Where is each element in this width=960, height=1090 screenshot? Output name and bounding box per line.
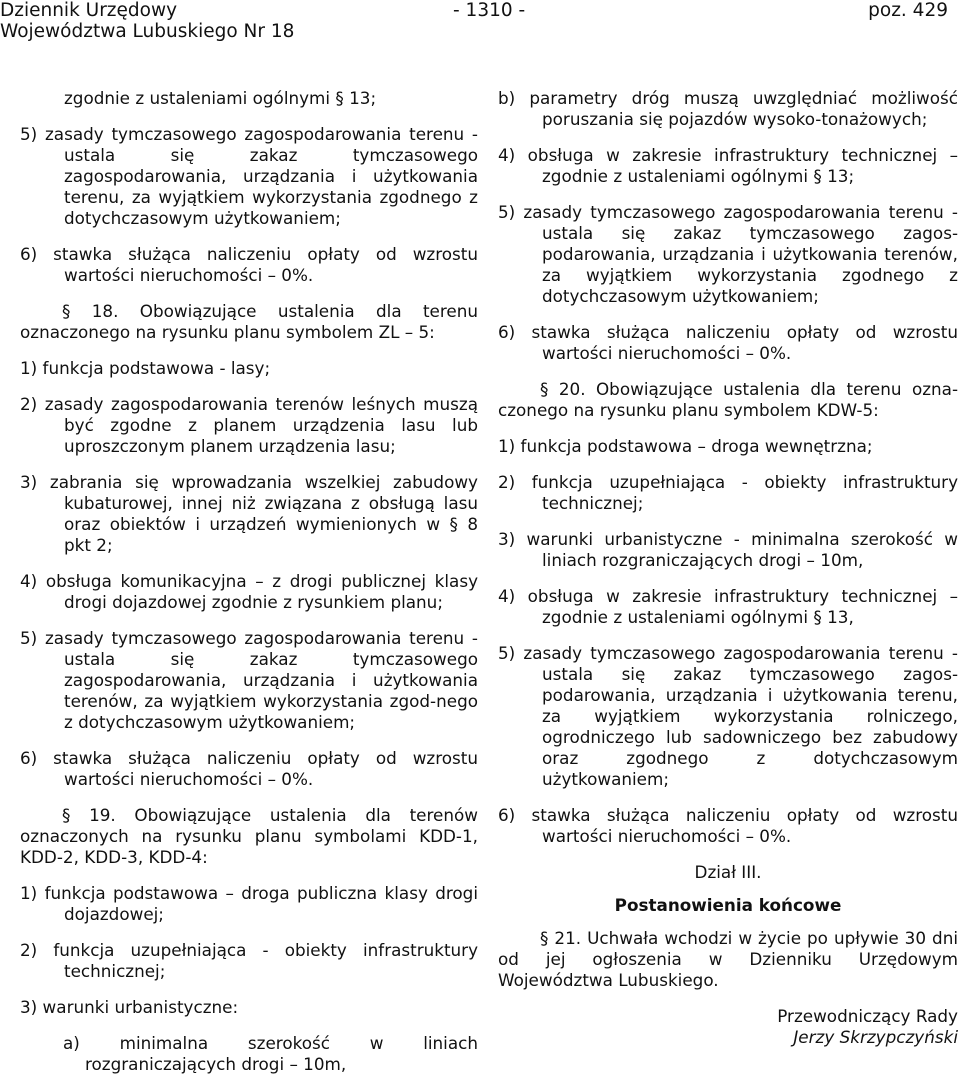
list-item: 1) funkcja podstawowa - lasy; <box>20 358 271 378</box>
section-paragraph: § 21. Uchwała wchodzi w życie po upływie 30 dni od jej ogłoszenia w Dzienniku Urzędowym Województwa Lubuskiego. <box>498 928 958 990</box>
list-item: 2) funkcja uzupełniająca - obiekty infrastruktury technicznej; <box>20 940 478 981</box>
signature-block <box>498 1006 958 1048</box>
page-number: - 1310 - <box>453 0 526 21</box>
list-item: 2) zasady zagospodarowania terenów leśnych muszą być zgodne z planem urządzenia lasu lub uproszczonym planem urządzenia lasu; <box>20 394 478 456</box>
list-item: 4) obsługa w zakresie infrastruktury technicznej – zgodnie z ustaleniami ogólnymi § 13; <box>498 145 958 186</box>
signatory-name: Jerzy Skrzypczyński <box>793 1027 958 1047</box>
list-item: 6) stawka służąca naliczeniu opłaty od wzrostu wartości nieruchomości – 0%. <box>20 244 478 285</box>
list-item: 5) zasady tymczasowego zagospodarowania terenu - ustala się zakaz tymczasowego zagos-podarowania, urządzania i użytkowania terenu, za wyjątkiem wykorzystania rolniczego, ogrodniczego lub sadowniczego bez zabudowy oraz zgodnego z dotychczasowym użytkowaniem; <box>498 643 958 789</box>
list-item: 3) warunki urbanistyczne: <box>20 997 239 1017</box>
list-item: 4) obsługa w zakresie infrastruktury technicznej – zgodnie z ustaleniami ogólnymi § 13, <box>498 586 958 627</box>
list-item: 2) funkcja uzupełniająca - obiekty infrastruktury technicznej; <box>498 472 958 513</box>
signatory-title: Przewodniczący Rady <box>777 1006 958 1026</box>
list-item: 1) funkcja podstawowa – droga publiczna klasy drogi dojazdowej; <box>20 883 478 924</box>
list-item: 5) zasady tymczasowego zagospodarowania terenu - ustala się zakaz tymczasowego zagospodarowania, urządzania i użytkowania terenu, za wyjątkiem wykorzystania zgodnego z dotychczasowym użytkowaniem; <box>20 124 478 228</box>
page-header <box>0 0 960 46</box>
voivodeship-issue: Województwa Lubuskiego Nr 18 <box>0 21 295 42</box>
list-item: 5) zasady tymczasowego zagospodarowania terenu - ustala się zakaz tymczasowego zagos-podarowania, urządzania i użytkowania terenów, za wyjątkiem wykorzystania zgodnego z dotychczasowym użytkowaniem; <box>498 202 958 306</box>
paragraph: zgodnie z ustaleniami ogólnymi § 13; <box>64 88 377 108</box>
list-item: 1) funkcja podstawowa – droga wewnętrzna; <box>498 436 873 456</box>
right-column <box>498 88 958 1048</box>
chapter-heading: Dział III. <box>694 862 762 882</box>
section-paragraph: § 18. Obowiązujące ustalenia dla terenu oznaczonego na rysunku planu symbolem ZL – 5: <box>20 301 478 342</box>
section-paragraph: § 20. Obowiązujące ustalenia dla terenu ozna-czonego na rysunku planu symbolem KDW-5: <box>498 379 958 420</box>
list-item: 6) stawka służąca naliczeniu opłaty od wzrostu wartości nieruchomości – 0%. <box>20 748 478 789</box>
sub-list-item: a) minimalna szerokość w liniach rozgraniczających drogi – 10m, <box>63 1033 478 1074</box>
list-item: 4) obsługa komunikacyjna – z drogi publicznej klasy drogi dojazdowej zgodnie z rysunkiem planu; <box>20 571 478 612</box>
sub-list-item: b) parametry dróg muszą uwzględniać możliwość poruszania się pojazdów wysoko-tonażowych; <box>498 88 958 129</box>
list-item: 3) warunki urbanistyczne - minimalna szerokość w liniach rozgraniczających drogi – 10m, <box>498 529 958 570</box>
list-item: 6) stawka służąca naliczeniu opłaty od wzrostu wartości nieruchomości – 0%. <box>498 805 958 846</box>
list-item: 6) stawka służąca naliczeniu opłaty od wzrostu wartości nieruchomości – 0%. <box>498 322 958 363</box>
left-column <box>20 88 478 1090</box>
list-item: 3) zabrania się wprowadzania wszelkiej zabudowy kubaturowej, innej niż związana z obsługą lasu oraz obiektów i urządzeń wymienionych w § 8 pkt 2; <box>20 472 478 555</box>
list-item: 5) zasady tymczasowego zagospodarowania terenu - ustala się zakaz tymczasowego zagospodarowania, urządzania i użytkowania terenów, za wyjątkiem wykorzystania zgod-nego z dotychczasowym użytkowaniem; <box>20 628 478 732</box>
journal-title: Dziennik Urzędowy <box>0 0 178 21</box>
position-number: poz. 429 <box>868 0 948 21</box>
chapter-title: Postanowienia końcowe <box>614 895 842 915</box>
section-paragraph: § 19. Obowiązujące ustalenia dla terenów oznaczonych na rysunku planu symbolami KDD-1, KDD-2, KDD-3, KDD-4: <box>20 805 478 867</box>
